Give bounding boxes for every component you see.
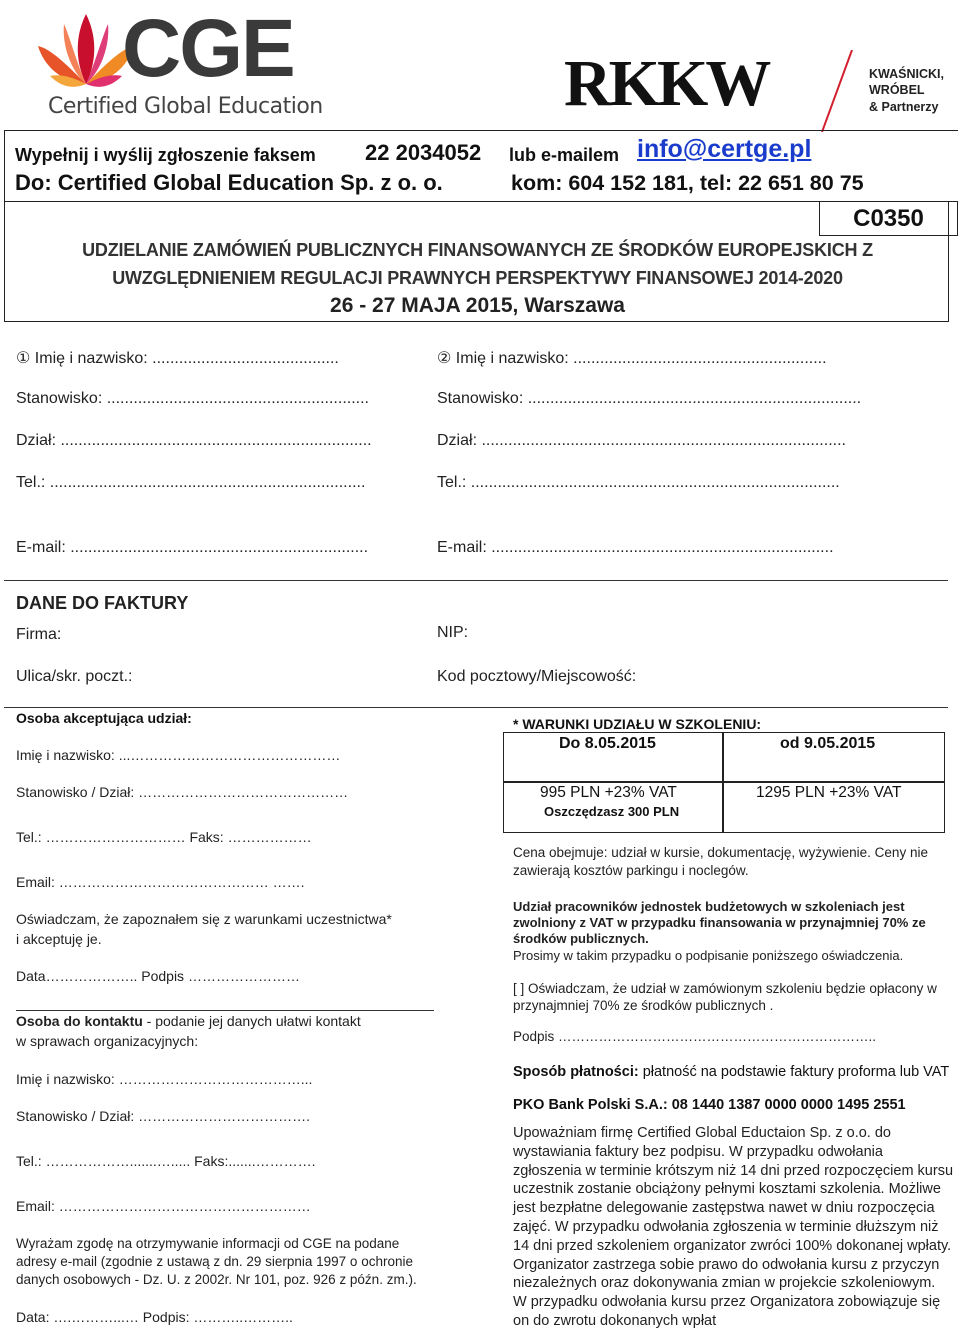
consent-line3: danych osobowych - Dz. U. z 2002r. Nr 101, poz. 926 z późn. zm.). [16,1272,417,1287]
accepting-phone-fax[interactable]: Tel.: ………………………… Faks: ……………… [16,829,312,845]
contact-date-sign[interactable]: Data: ….………...… Podpis: ………..……….. [16,1309,293,1325]
rkkw-logo-text: RKKW [564,47,769,120]
divider [4,580,948,581]
consent-line1: Wyrażam zgodę na otrzymywanie informacji od CGE na podane [16,1236,400,1251]
table-divider [722,733,724,832]
price-col2-value: 1295 PLN +23% VAT [756,784,902,801]
conditions-heading: * WARUNKI UDZIAŁU W SZKOLENIU: [513,716,762,732]
rkkw-logo [564,47,954,132]
contact-heading-rest: - podanie jej danych ułatwi kontakt [142,1013,361,1029]
participant1-email[interactable]: E-mail: ................................................................... [16,539,369,556]
price-col1-note: Oszczędzasz 300 PLN [544,804,680,819]
consent-line2: adresy e-mail (zgodnie z ustawą z dn. 29 sierpnia 1997 o ochronie [16,1254,413,1269]
accepting-statement-line2: i akceptuję je. [16,931,102,947]
course-date-place: 26 - 27 MAJA 2015, Warszawa [330,294,625,317]
accepting-date-sign[interactable]: Data……………….. Podpis …………………… [16,968,300,984]
price-table [503,732,945,833]
course-title-line2: UWZGLĘDNIENIEM REGULACJI PRAWNYCH PERSPEKTYWY FINANSOWEJ 2014-2020 [112,268,843,288]
payment-label: Sposób płatności: [513,1064,639,1080]
participant2-department[interactable]: Dział: .................................................................................. [437,432,846,449]
bank-account: PKO Bank Polski S.A.: 08 1440 1387 0000 0000 1495 2551 [513,1097,906,1113]
public-funds-declaration[interactable]: [ ] Oświadczam, że udział w zamówionym szkoleniu będzie opłacony w przynajmniej 70% ze środków publicznych . [513,981,937,1013]
invoice-street[interactable]: Ulica/skr. poczt.: [16,668,133,685]
participant2-position[interactable]: Stanowisko: ........................................................................... [437,390,862,407]
email-link[interactable]: info@certge.pl [637,135,812,163]
vat-exemption-bold: Udział pracowników jednostek budżetowych w szkoleniach jest zwolniony z VAT w przypadku finansowania w przynajmniej 70% ze środków publicznych. [513,899,926,947]
rkkw-name-line2: WRÓBEL [869,83,925,97]
contact-position[interactable]: Stanowisko / Dział: ………………………………. [16,1108,311,1124]
header-box [4,130,958,202]
cge-logo [26,3,323,122]
course-code: C0350 [819,202,958,236]
participant1-phone[interactable]: Tel.: ....................................................................... [16,474,366,491]
contact-heading-bold: Osoba do kontaktu [16,1013,143,1029]
price-col1-value: 995 PLN +23% VAT [540,784,677,801]
participant1-position[interactable]: Stanowisko: ........................................................... [16,390,369,407]
recipient: Do: Certified Global Education Sp. z o. o. [15,170,443,195]
invoice-company[interactable]: Firma: [16,626,62,643]
accepting-statement-line1: Oświadczam, że zapoznałem się z warunkami uczestnictwa* [16,911,392,927]
course-title-line1: UDZIELANIE ZAMÓWIEŃ PUBLICZNYCH FINANSOWANYCH ZE ŚRODKÓW EUROPEJSKICH Z [82,240,873,260]
contact-name[interactable]: Imię i nazwisko: …………………………………... [16,1071,313,1087]
accepting-email[interactable]: Email: ……………………………………… ……. [16,874,305,890]
contact-phone-fax[interactable]: Tel.: ……………….......…..... Faks:.......…………. [16,1153,316,1169]
divider [16,1010,434,1011]
participant2-email[interactable]: E-mail: ............................................................................. [437,539,834,556]
rkkw-slash-icon [816,50,856,132]
rkkw-name-line1: KWAŚNICKI, [869,67,944,81]
accepting-heading: Osoba akceptująca udział: [16,710,192,726]
email-label: lub e-mailem [509,145,620,165]
cge-logo-text: CGE [122,3,294,94]
price-col1-header: Do 8.05.2015 [559,735,656,752]
contact-heading-line2: w sprawach organizacyjnych: [16,1033,199,1049]
contact-heading [16,1013,361,1029]
accepting-name[interactable]: Imię i nazwisko: ...……………………………………… [16,747,341,763]
participant1-department[interactable]: Dział: ...................................................................... [16,432,372,449]
contact-email[interactable]: Email: ……………………………………………… [16,1198,311,1214]
fax-number: 22 2034052 [365,140,482,165]
payment-text: płatność na podstawie faktury proforma lub VAT [638,1064,950,1080]
declaration-signature[interactable]: Podpis …………………………………………………………….. [513,1029,877,1044]
cge-tagline: Certified Global Education [48,94,323,119]
price-col2-header: od 9.05.2015 [780,735,876,752]
invoice-nip[interactable]: NIP: [437,624,469,641]
invoice-postal[interactable]: Kod pocztowy/Miejscowość: [437,668,637,685]
contact-numbers: kom: 604 152 181, tel: 22 651 80 75 [511,171,864,195]
price-includes-line2: zawierają kosztów parkingu i noclegów. [513,863,749,878]
participant2-name[interactable]: ② Imię i nazwisko: ......................................................... [437,350,827,367]
fax-label: Wypełnij i wyślij zgłoszenie faksem [15,145,316,165]
invoice-heading: DANE DO FAKTURY [16,593,189,613]
participant1-name[interactable]: ① Imię i nazwisko: .......................................... [16,350,339,367]
rkkw-name-line3: & Partnerzy [869,100,939,114]
vat-request: Prosimy w takim przypadku o podpisanie poniższego oświadczenia. [513,947,904,963]
terms-paragraph: Upoważniam firmę Certified Global Eductaion Sp. z o.o. do wystawiania faktury bez podpisu. W przypadku odwołania zgłoszenia w terminie krótszym niż 14 dni przed rozpoczęciem kursu uczestnik zostanie obciążony pełnymi kosztami szkolenia. Możliwe jest bezpłatne delegowanie zastępstwa nawet w dniu rozpoczęcia zajęć. W przypadku odwołania zgłoszenia w terminie dłuższym niż 14 dni przed szkoleniem organizator zwróci 100% dokonanej wpłaty. Organizator zastrzega sobie prawo do odwołania kursu z przyczyn niezależnych oraz dokonywania zmian w projekcie szkoleniowym. W przypadku odwołania kursu przez Organizatora zobowiązuje się on do zwrotu dokonanych wpłat [513,1125,954,1329]
payment-method [513,1064,949,1080]
divider [4,707,948,708]
participant2-phone[interactable]: Tel.: ................................................................................... [437,474,840,491]
accepting-position[interactable]: Stanowisko / Dział: ……………………………………… [16,784,349,800]
table-divider [504,781,944,783]
price-includes-line1: Cena obejmuje: udział w kursie, dokumentację, wyżywienie. Ceny nie [513,845,928,860]
title-box [4,202,949,322]
vat-exemption-note [513,899,943,964]
